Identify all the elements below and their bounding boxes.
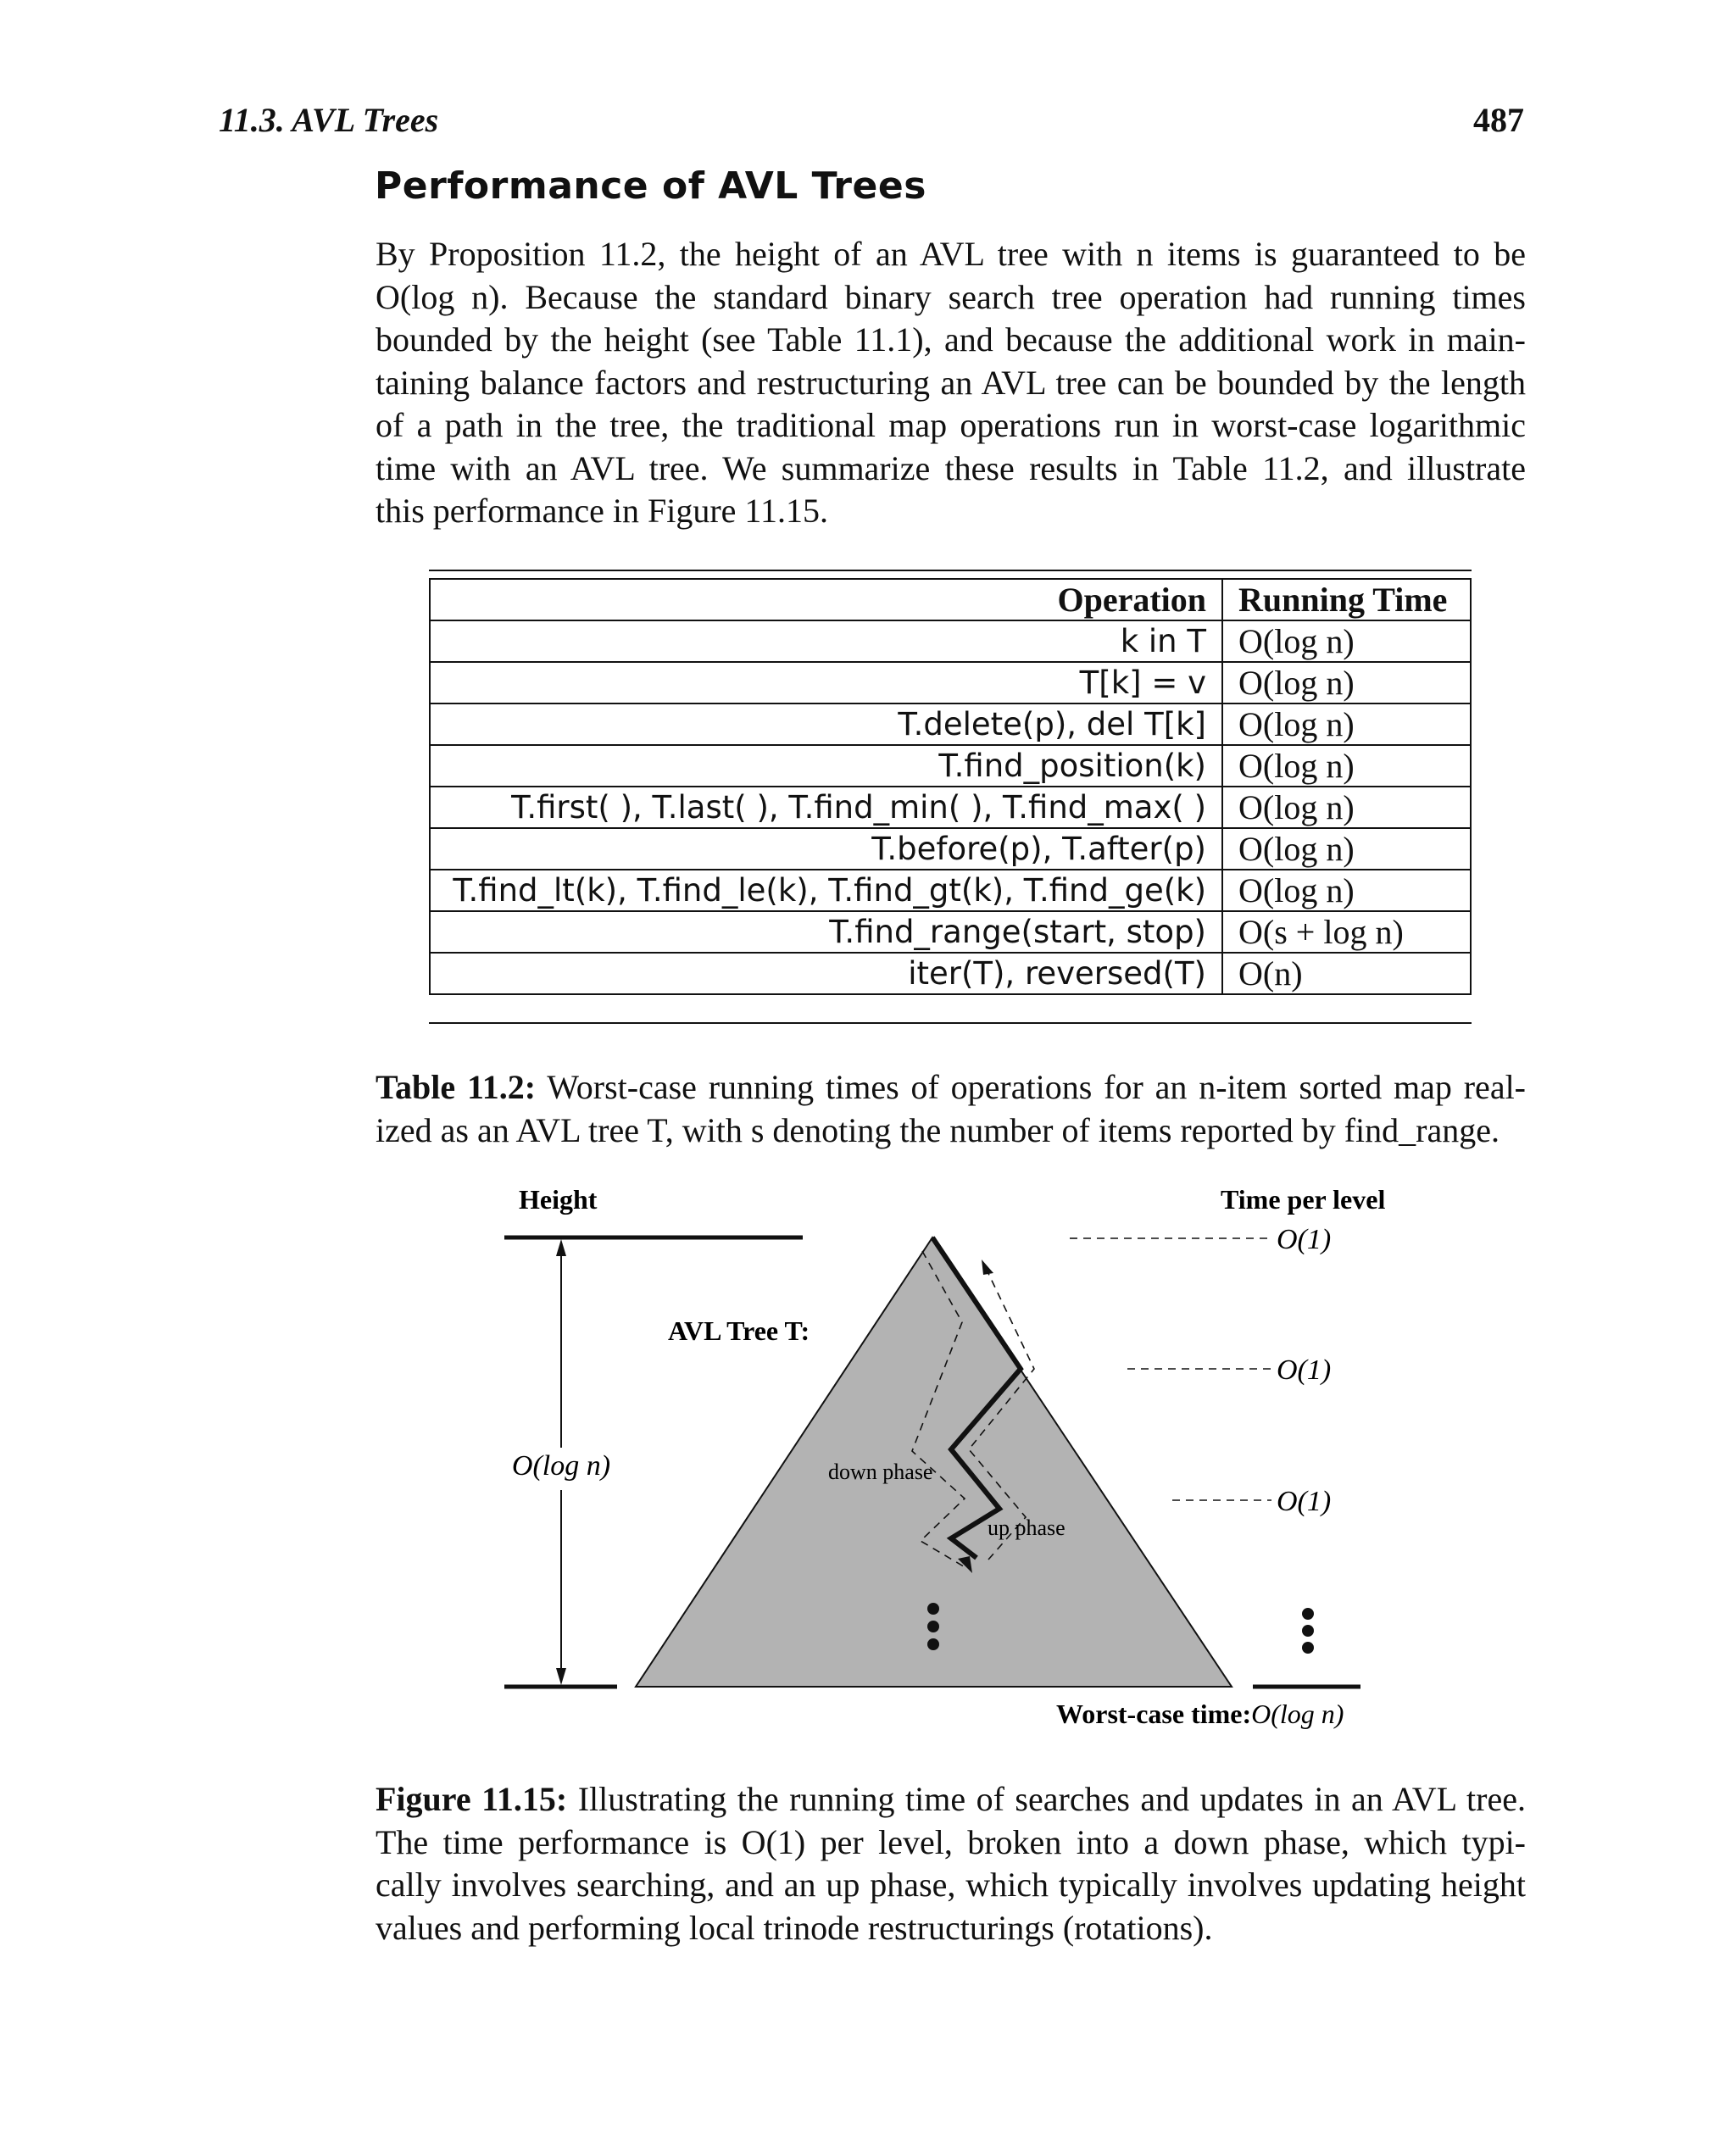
section-title: Performance of AVL Trees [375, 164, 926, 208]
page-number: 487 [1473, 101, 1524, 139]
table-caption-line: Worst-case running times of operations for an n-item sorted map real- [547, 1068, 1527, 1106]
up-phase-arrowhead [982, 1260, 993, 1275]
table-row [430, 870, 1471, 911]
running-time-cell: O(log n) [1222, 745, 1471, 787]
table-row [430, 703, 1471, 745]
figure-caption-line: cally involves searching, and an up phase, which typically involves updating height [376, 1866, 1526, 1904]
height-arrow-up-head [556, 1239, 566, 1256]
column-header-running-time: Running Time [1222, 579, 1471, 620]
table-row [430, 787, 1471, 828]
table-header-row [430, 579, 1471, 620]
svg-text:Worst-case time:O(log n) [1056, 1699, 1344, 1729]
body-line: of a path in the tree, the traditional map operations run in worst-case logarithmic [376, 406, 1526, 444]
time-per-level-label: Time per level [1221, 1184, 1386, 1215]
level-time: O(1) [1277, 1486, 1332, 1517]
running-time-cell: O(n) [1222, 953, 1471, 994]
avl-performance-figure [475, 1178, 1424, 1738]
running-time-cell: O(log n) [1222, 870, 1471, 911]
height-value: O(log n) [511, 1450, 611, 1482]
operation-cell: T.before(p), T.after(p) [430, 828, 1222, 870]
table-caption-label: Table 11.2: [376, 1068, 537, 1106]
height-arrow-down-head [556, 1668, 566, 1685]
running-time-cell: O(log n) [1222, 703, 1471, 745]
column-header-operation: Operation [430, 579, 1222, 620]
table-row [430, 620, 1471, 662]
running-time-cell: O(log n) [1222, 662, 1471, 703]
table-caption-line: ized as an AVL tree T, with s denoting the number of items reported by find_range. [376, 1110, 1500, 1149]
table-top-rule [429, 570, 1472, 571]
body-line: bounded by the height (see Table 11.1), and because the additional work in main- [376, 320, 1526, 359]
body-line: time with an AVL tree. We summarize these results in Table 11.2, and illustrate [376, 448, 1526, 487]
table-row [430, 953, 1471, 994]
table-row [430, 745, 1471, 787]
operation-cell: T.find_range(start, stop) [430, 911, 1222, 953]
tree-ellipsis-dot [927, 1603, 939, 1615]
worst-case-value: O(log n) [1251, 1699, 1344, 1729]
operation-cell: T.find_lt(k), T.find_le(k), T.find_gt(k), T.find_ge(k) [430, 870, 1222, 911]
height-label: Height [519, 1184, 598, 1215]
level-time: O(1) [1277, 1354, 1332, 1386]
operation-cell: T.first( ), T.last( ), T.find_min( ), T.find_max( ) [430, 787, 1222, 828]
body-paragraph [376, 233, 1526, 533]
running-time-cell: O(log n) [1222, 620, 1471, 662]
running-head: 11.3. AVL Trees [219, 101, 439, 139]
operation-cell: T.delete(p), del T[k] [430, 703, 1222, 745]
body-line: O(log n). Because the standard binary search tree operation had running times [376, 277, 1526, 316]
body-line: this performance in Figure 11.15. [376, 492, 828, 530]
table-row [430, 911, 1471, 953]
figure-caption-line: Illustrating the running time of searches and updates in an AVL tree. [577, 1780, 1526, 1818]
table-row [430, 662, 1471, 703]
time-ellipsis-dot [1302, 1625, 1314, 1637]
time-ellipsis-dot [1302, 1642, 1314, 1654]
operation-cell: iter(T), reversed(T) [430, 953, 1222, 994]
worst-case-label: Worst-case time: [1056, 1699, 1252, 1729]
operation-cell: T[k] = v [430, 662, 1222, 703]
operation-cell: k in T [430, 620, 1222, 662]
level-time: O(1) [1277, 1224, 1332, 1255]
figure-caption-label: Figure 11.15: [376, 1780, 568, 1818]
tree-ellipsis-dot [927, 1621, 939, 1632]
down-phase-label: down phase [828, 1460, 933, 1484]
running-time-cell: O(log n) [1222, 787, 1471, 828]
table-caption [376, 1066, 1526, 1152]
body-line: taining balance factors and restructuring an AVL tree can be bounded by the length [376, 363, 1526, 402]
running-time-cell: O(log n) [1222, 828, 1471, 870]
table-bottom-rule [429, 1022, 1472, 1024]
time-ellipsis-dot [1302, 1608, 1314, 1620]
up-phase-label: up phase [988, 1515, 1066, 1540]
figure-caption-line: The time performance is O(1) per level, broken into a down phase, which typi- [376, 1822, 1526, 1861]
tree-label: AVL Tree T: [668, 1315, 810, 1346]
table-row [430, 828, 1471, 870]
operation-cell: T.find_position(k) [430, 745, 1222, 787]
tree-ellipsis-dot [927, 1638, 939, 1650]
figure-caption-line: values and performing local trinode restructurings (rotations). [376, 1908, 1213, 1947]
body-line: By Proposition 11.2, the height of an AVL tree with n items is guaranteed to be [376, 235, 1526, 273]
running-time-cell: O(s + log n) [1222, 911, 1471, 953]
tree-triangle [636, 1237, 1232, 1687]
figure-caption [376, 1778, 1526, 1949]
